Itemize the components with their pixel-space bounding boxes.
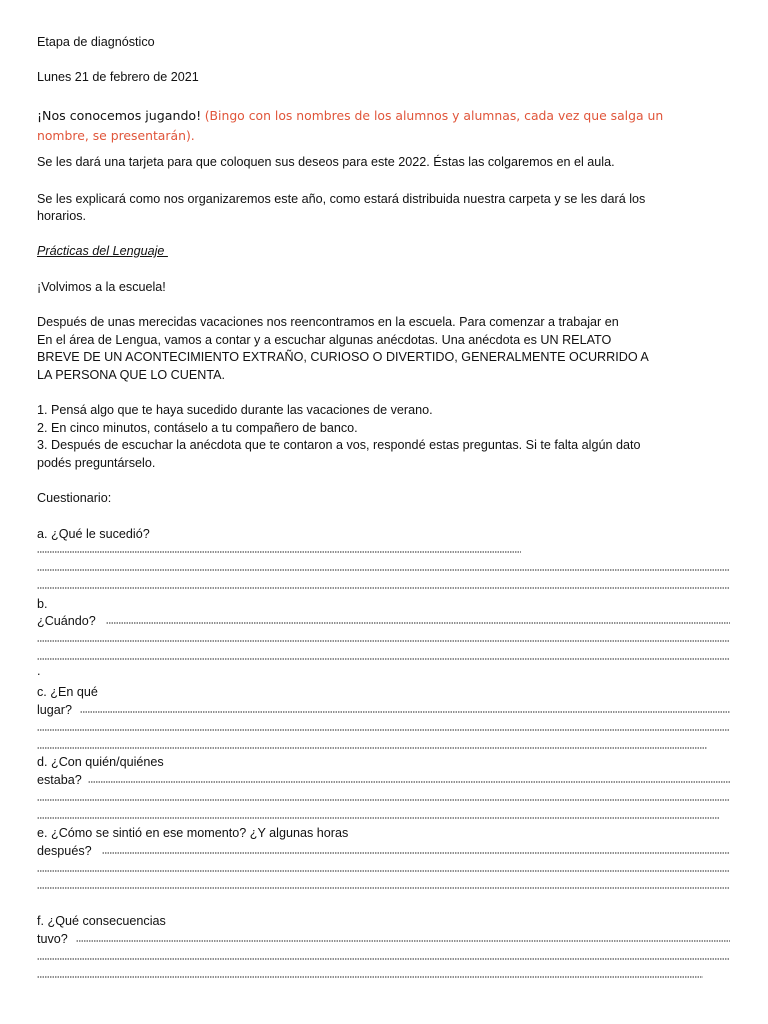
- answer-line: [37, 884, 730, 892]
- intro-title: ¡Nos conocemos jugando!: [37, 108, 202, 123]
- answer-line: [37, 655, 730, 663]
- answer-line: [102, 849, 730, 857]
- answer-line: [37, 867, 730, 875]
- answer-line: [37, 637, 730, 645]
- step-3-cont: podés preguntárselo.: [37, 456, 156, 470]
- body-line-1: Después de unas merecidas vacaciones nos reencontramos en la escuela. Para comenzar a trabajar en: [37, 315, 619, 329]
- answer-line: [88, 778, 730, 786]
- question-a: a. ¿Qué le sucedió?: [37, 527, 150, 541]
- question-b-end: .: [37, 664, 41, 678]
- answer-line: [37, 584, 730, 592]
- organization-paragraph: Se les explicará como nos organizaremos este año, como estará distribuida nuestra carpeta y se les dará los: [37, 192, 646, 206]
- answer-line: [37, 548, 521, 556]
- question-d-label: d. ¿Con quién/quiénes: [37, 755, 164, 769]
- answer-line: [80, 708, 730, 716]
- organization-paragraph-cont: horarios.: [37, 209, 86, 223]
- wishes-paragraph: Se les dará una tarjeta para que coloquen sus deseos para este 2022. Éstas las colgaremos en el aula.: [37, 155, 615, 169]
- body-line-3: BREVE DE UN ACONTECIMIENTO EXTRAÑO, CURIOSO O DIVERTIDO, GENERALMENTE OCURRIDO A: [37, 350, 649, 364]
- answer-line: [37, 955, 730, 963]
- bingo-note-cont: nombre, se presentarán).: [37, 128, 195, 143]
- section-heading: Prácticas del Lenguaje: [37, 244, 168, 258]
- step-2: 2. En cinco minutos, contáselo a tu compañero de banco.: [37, 421, 358, 435]
- answer-line: [37, 796, 730, 804]
- answer-line: [37, 744, 707, 752]
- question-c-label: c. ¿En qué: [37, 685, 98, 699]
- question-b: ¿Cuándo?: [37, 614, 96, 628]
- intro-line-1: [37, 108, 663, 124]
- question-b-label: b.: [37, 597, 48, 611]
- date-line: Lunes 21 de febrero de 2021: [37, 70, 199, 84]
- body-line-4: LA PERSONA QUE LO CUENTA.: [37, 368, 226, 382]
- answer-line: [37, 566, 730, 574]
- body-line-2: En el área de Lengua, vamos a contar y a escuchar algunas anécdotas. Una anécdota es UN RELATO: [37, 333, 612, 347]
- answer-line: [76, 937, 730, 945]
- answer-line: [37, 973, 703, 981]
- question-f: tuvo?: [37, 932, 68, 946]
- questionnaire-title: Cuestionario:: [37, 491, 112, 505]
- question-c: lugar?: [37, 703, 73, 717]
- question-d: estaba?: [37, 773, 82, 787]
- answer-line: [37, 814, 719, 822]
- question-e: después?: [37, 844, 92, 858]
- question-e-label: e. ¿Cómo se sintió en ese momento? ¿Y algunas horas: [37, 826, 349, 840]
- answer-line: [37, 726, 730, 734]
- question-f-label: f. ¿Qué consecuencias: [37, 914, 166, 928]
- bingo-note: (Bingo con los nombres de los alumnos y alumnas, cada vez que salga un: [204, 108, 664, 123]
- answer-line: [106, 619, 730, 627]
- stage-heading: Etapa de diagnóstico: [37, 35, 155, 49]
- step-3: 3. Después de escuchar la anécdota que te contaron a vos, respondé estas preguntas. Si te falta algún dato: [37, 438, 641, 452]
- section-subtitle: ¡Volvimos a la escuela!: [37, 280, 166, 294]
- step-1: 1. Pensá algo que te haya sucedido durante las vacaciones de verano.: [37, 403, 433, 417]
